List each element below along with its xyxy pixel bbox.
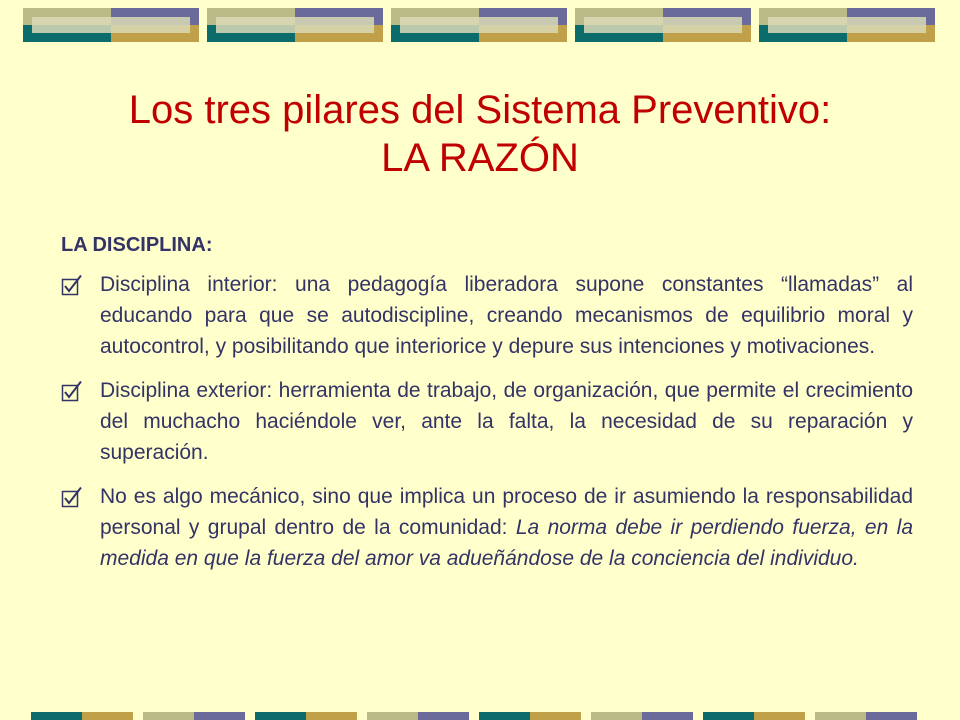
decorative-block — [255, 712, 357, 720]
decorative-tile — [759, 8, 935, 42]
decorative-block — [31, 712, 133, 720]
bullet-italic-quote: La norma debe ir perdiendo fuerza, en la medida en que la fuerza del amor va adueñándose de la conciencia del individuo. — [100, 516, 914, 570]
decorative-tile — [391, 8, 567, 42]
checkbox-checked-icon — [61, 274, 83, 296]
title-line-2: LA RAZÓN — [381, 136, 579, 180]
decorative-block — [479, 712, 581, 720]
decorative-block — [591, 712, 693, 720]
decorative-block — [367, 712, 469, 720]
decorative-tile — [207, 8, 383, 42]
bullet-item — [61, 269, 913, 362]
slide-title — [0, 86, 960, 182]
top-decorative-band — [23, 8, 943, 42]
decorative-block — [143, 712, 245, 720]
bullet-item — [61, 481, 913, 574]
decorative-block — [703, 712, 805, 720]
bottom-decorative-band — [31, 712, 960, 720]
checkbox-checked-icon — [61, 380, 83, 402]
bullet-text: No es algo mecánico, sino que implica un proceso de ir asumiendo la responsabilidad personal y grupal dentro de la comunidad: — [100, 485, 913, 539]
decorative-tile — [575, 8, 751, 42]
checkbox-checked-icon — [61, 486, 83, 508]
section-heading: LA DISCIPLINA: — [61, 234, 213, 256]
slide-body — [61, 230, 913, 587]
bullet-text: Disciplina exterior: herramienta de trabajo, de organización, que permite el crecimiento del muchacho haciéndole ver, ante la falta, la necesidad de su reparación y superación. — [100, 379, 913, 464]
decorative-tile — [23, 8, 199, 42]
bullet-item — [61, 375, 913, 468]
bullet-text: Disciplina interior: una pedagogía liberadora supone constantes “llamadas” al educando para que se autodiscipline, creando mecanismos de equilibrio moral y autocontrol, y posibilitando que interiorice y depure sus intenciones y motivaciones. — [100, 273, 913, 358]
title-line-1: Los tres pilares del Sistema Preventivo: — [128, 88, 832, 132]
decorative-block — [815, 712, 917, 720]
